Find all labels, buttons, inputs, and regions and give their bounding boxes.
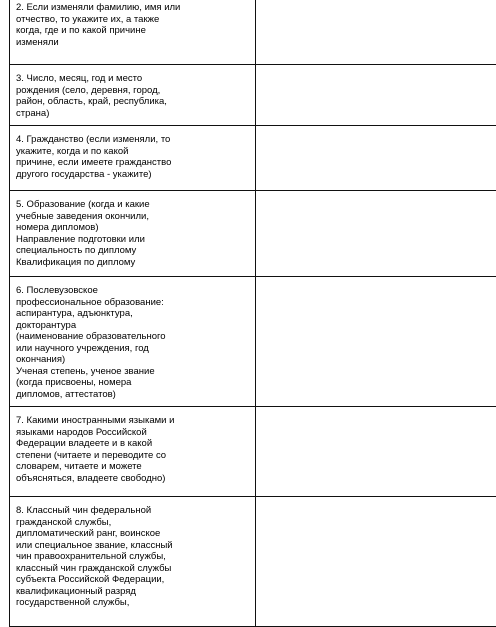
table-row: [10, 407, 496, 497]
answer-cell[interactable]: [256, 126, 496, 191]
answer-text: [256, 277, 496, 285]
table-row: [10, 65, 496, 126]
table-row: [10, 126, 496, 191]
answer-cell[interactable]: [256, 407, 496, 497]
answer-cell[interactable]: [256, 277, 496, 407]
question-text: 5. Образование (когда и какие учебные заведения окончили, номера дипломов) Направление подготовки или специальность по диплому Квалификация по диплому: [10, 191, 255, 268]
question-cell: [10, 0, 256, 65]
table-row: [10, 0, 496, 65]
answer-cell[interactable]: [256, 497, 496, 627]
question-cell: [10, 126, 256, 191]
question-text: 3. Число, месяц, год и место рождения (село, деревня, город, район, область, край, республика, страна): [10, 65, 255, 119]
question-text: 4. Гражданство (если изменяли, то укажите, когда и по какой причине, если имеете гражданство другого государства - укажите): [10, 126, 255, 180]
question-text: 7. Какими иностранными языками и языками народов Российской Федерации владеете и в какой степени (читаете и переводите со словарем, читаете и можете объясняться, владеете свободно): [10, 407, 255, 484]
question-text: 6. Послевузовское профессиональное образование: аспирантура, адъюнктура, докторантура (наименование образовательного или научного учреждения, год окончания) Ученая степень, ученое звание (когда присвоены, номера дипломов, аттестатов): [10, 277, 255, 400]
answer-text: [256, 497, 496, 505]
question-cell: [10, 497, 256, 627]
answer-cell[interactable]: [256, 65, 496, 126]
question-cell: [10, 277, 256, 407]
question-text: 8. Классный чин федеральной гражданской службы, дипломатический ранг, воинское или специальное звание, классный чин правоохранительной службы, классный чин гражданской службы субъекта Российской Федерации, квалификационный разряд государственной службы,: [10, 497, 255, 609]
question-cell: [10, 407, 256, 497]
answer-text: [256, 191, 496, 199]
table-row: [10, 497, 496, 627]
question-text: 2. Если изменяли фамилию, имя или отчество, то укажите их, а также когда, где и по какой причине изменяли: [10, 0, 255, 48]
answer-text: [256, 407, 496, 415]
questionnaire-table: [9, 0, 496, 627]
answer-text: [256, 126, 496, 134]
question-cell: [10, 191, 256, 277]
question-cell: [10, 65, 256, 126]
answer-cell[interactable]: [256, 191, 496, 277]
table-row: [10, 277, 496, 407]
table-row: [10, 191, 496, 277]
answer-text: [256, 65, 496, 73]
answer-text: [256, 0, 496, 2]
answer-cell[interactable]: [256, 0, 496, 65]
